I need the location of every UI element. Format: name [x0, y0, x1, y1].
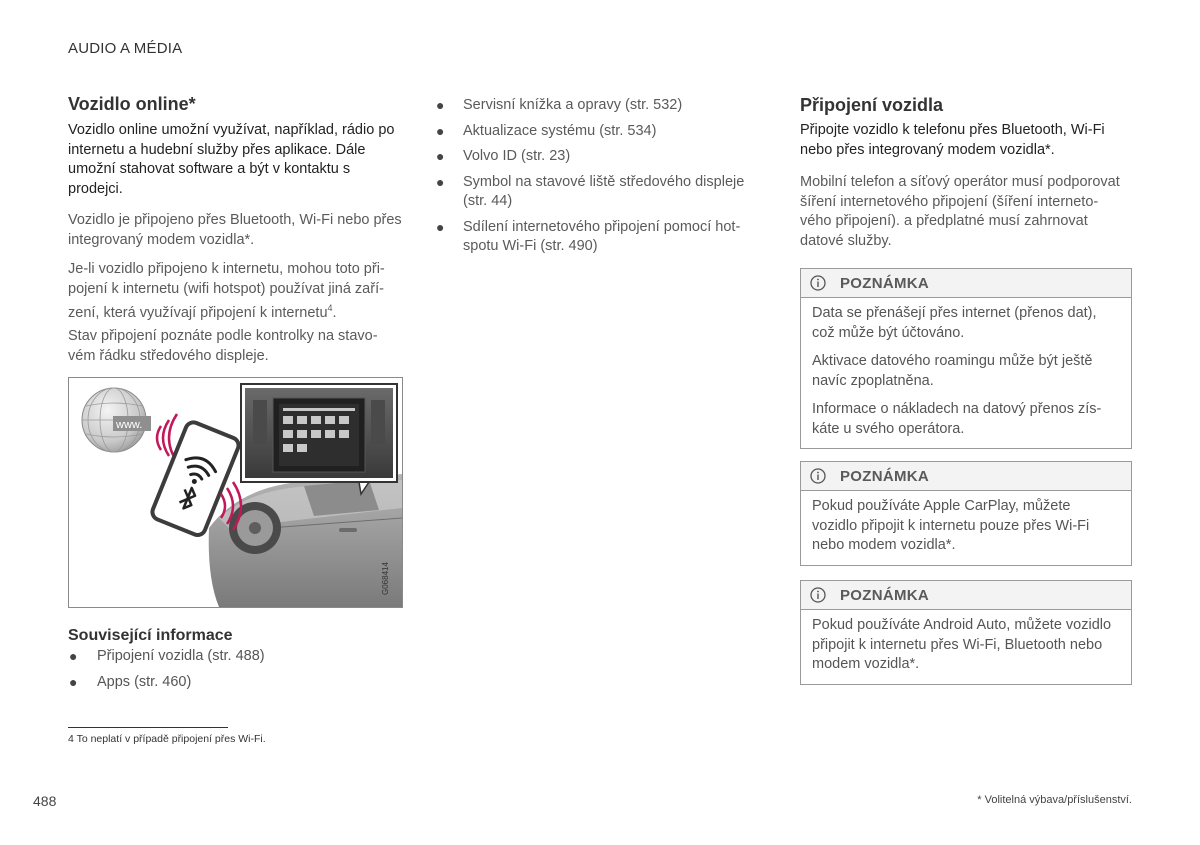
section-header: AUDIO A MÉDIA — [68, 40, 183, 57]
paragraph-status-line: vém řádku středového displeje. — [68, 347, 269, 364]
center-display-inset — [241, 384, 397, 494]
note-title: POZNÁMKA — [840, 467, 930, 485]
section-title-vozidlo-online: Vozidlo online* — [68, 94, 196, 114]
column-1 — [68, 94, 403, 115]
footnote-number: 4 — [68, 733, 74, 745]
related-info-title: Související informace — [68, 627, 233, 644]
note-body — [801, 298, 1131, 448]
note-body — [801, 610, 1131, 684]
bullet-icon: ● — [436, 122, 445, 139]
bullet-icon: ● — [436, 97, 445, 113]
info-icon — [810, 587, 826, 603]
note-paragraph: Pokud používáte Android Auto, můžete vozidlo připojit k internetu přes Wi-Fi, Bluetooth nebo modem vozidla*. — [812, 617, 1112, 672]
note-box-carplay — [800, 461, 1132, 566]
globe-icon — [82, 388, 151, 452]
list-item[interactable]: ● Aktualizace systému (str. 534) — [433, 122, 773, 142]
note-header — [801, 269, 1131, 298]
list-item[interactable]: ● Volvo ID (str. 23) — [433, 147, 773, 167]
paragraph-hotspot — [68, 260, 403, 323]
bullet-icon: ● — [69, 648, 78, 664]
footnote-divider — [68, 727, 228, 728]
note-header — [801, 462, 1131, 491]
note-paragraph: Data se přenášejí přes internet (přenos dat), což může být účtováno. — [812, 305, 1097, 341]
bullet-icon: ● — [436, 173, 445, 190]
footnote — [68, 733, 266, 745]
lead-paragraph: Připojte vozidlo k telefonu přes Bluetooth, Wi-Fi nebo přes integrovaný modem vozidla*. — [800, 122, 1105, 158]
note-body — [801, 491, 1131, 565]
globe-www-label: www. — [116, 419, 143, 431]
list-item[interactable]: ● Sdílení internetového připojení pomocí hot- spotu Wi-Fi (str. 490) — [436, 218, 741, 254]
page-number: 488 — [33, 793, 57, 809]
note-paragraph: Aktivace datového roamingu může být ještě navíc zpoplatněna. — [812, 353, 1093, 389]
related-topics-list — [433, 96, 773, 263]
lead-paragraph: Vozidlo online umožní využívat, například, rádio po internetu a hudební služby přes aplikace. Dále umožní stahovat software a být v kontaktu s prodejci. — [68, 122, 395, 197]
footnote-text: To neplatí v případě připojení přes Wi-Fi. — [76, 733, 266, 745]
paragraph-connection: Vozidlo je připojeno přes Bluetooth, Wi-Fi nebo přes integrovaný modem vozidla*. — [68, 212, 402, 248]
illustration-svg — [69, 378, 402, 607]
related-link[interactable]: ● Apps (str. 460) — [68, 673, 403, 693]
bullet-icon: ● — [436, 218, 445, 235]
note-title: POZNÁMKA — [840, 586, 930, 604]
info-icon — [810, 468, 826, 484]
paragraph-requirements: Mobilní telefon a síťový operátor musí podporovat šíření internetového připojení (šíření interneto- vého připojení). a předplatné musí zahrnovat datové služby. — [800, 174, 1120, 249]
optional-equipment-note: * Volitelná výbava/příslušenství. — [977, 794, 1132, 806]
related-link[interactable]: ● Připojení vozidla (str. 488) — [68, 647, 403, 667]
note-box-android-auto — [800, 580, 1132, 685]
related-info-list — [68, 647, 403, 698]
paragraph-status — [68, 327, 403, 366]
note-title: POZNÁMKA — [840, 274, 930, 292]
note-paragraph: Informace o nákladech na datový přenos zís- káte u svého operátora. — [812, 401, 1102, 437]
note-box-data-charges — [800, 268, 1132, 449]
paragraph-hotspot-line-last: zení, která využívají připojení k internetu$^4$. — [68, 303, 337, 321]
figure-code: G068414 — [381, 562, 390, 595]
paragraph-hotspot-line: pojení k internetu (wifi hotspot) používat jiná zaří- — [68, 280, 384, 297]
note-header — [801, 581, 1131, 610]
footnote-ref[interactable]: 4 — [327, 303, 333, 313]
list-item[interactable]: ● Symbol na stavové liště středového displeje (str. 44) — [436, 173, 745, 209]
section-title-pripojeni-vozidla: Připojení vozidla — [800, 95, 944, 115]
note-paragraph: Pokud používáte Apple CarPlay, můžete vozidlo připojit k internetu pouze přes Wi-Fi nebo modem vozidla*. — [812, 498, 1090, 553]
illustration-connectivity — [68, 377, 403, 608]
bullet-icon: ● — [436, 148, 445, 164]
paragraph-hotspot-line: Je-li vozidlo připojeno k internetu, mohou toto při- — [68, 261, 385, 277]
info-icon — [810, 275, 826, 291]
paragraph-status-line: Stav připojení poznáte podle kontrolky na stavo- — [68, 328, 378, 344]
list-item[interactable]: ● Servisní knížka a opravy (str. 532) — [433, 96, 773, 116]
bullet-icon: ● — [69, 673, 78, 690]
